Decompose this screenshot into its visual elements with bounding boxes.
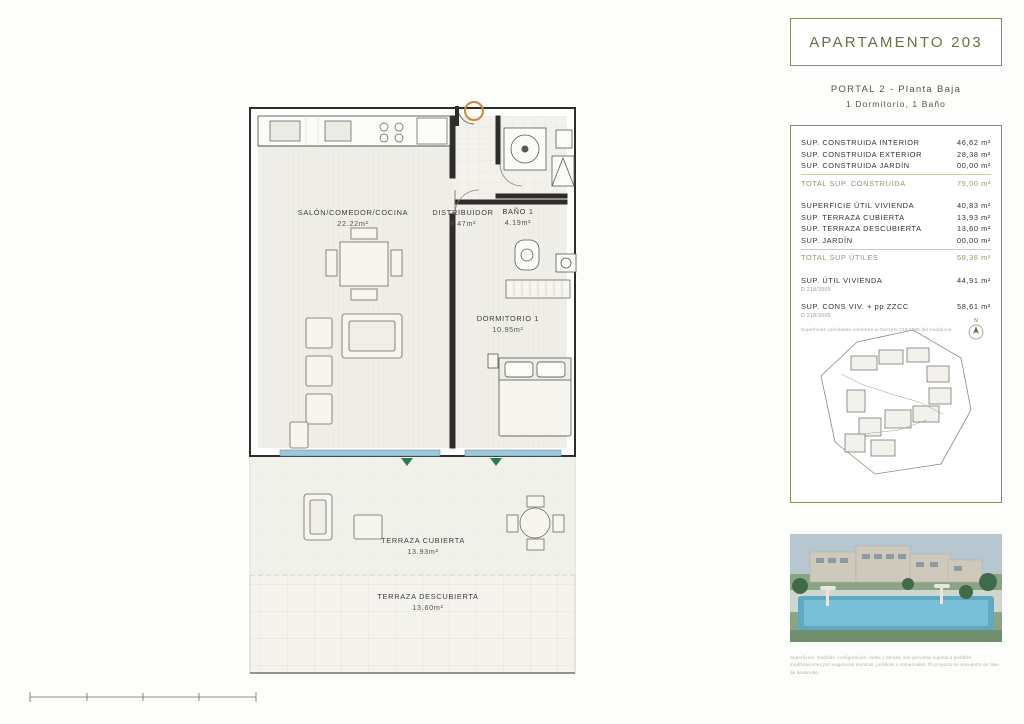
spec-value: 46,62 m² — [957, 138, 991, 148]
spec-value: 58,61 m² — [957, 301, 991, 311]
spec-row — [801, 213, 991, 222]
spec-label: SUP. CONSTRUIDA JARDÍN — [801, 161, 910, 171]
spec-value: 28,38 m² — [957, 149, 991, 159]
photo-illustration — [790, 534, 1002, 642]
portal-line-2: 1 Dormitorio, 1 Baño — [846, 99, 946, 109]
surface-spec-box — [790, 125, 1002, 503]
compass-icon: N — [967, 318, 985, 342]
spec-label: SUP. CONSTRUIDA EXTERIOR — [801, 149, 923, 159]
spec-total-label: TOTAL SUP ÚTILES — [801, 253, 879, 263]
room-label-salon: SALÓN/COMEDOR/COCINA 22.22m² — [297, 208, 409, 228]
room-label-distribuidor: DISTRIBUIDOR 3.47m² — [432, 208, 494, 228]
room-label-bano: BAÑO 1 4.19m² — [502, 207, 534, 227]
spec-footnote: Superficies calculadas conforme al Decreto 218/2005 del Andalucía — [801, 327, 952, 333]
spec-label: SUP. JARDÍN — [801, 235, 853, 245]
spec-total-label: TOTAL SUP. CONSTRUIDA — [801, 178, 906, 188]
site-plan-drawing — [801, 314, 993, 492]
kitchen-fixtures — [258, 116, 450, 146]
spec-row — [801, 150, 991, 159]
spec-row — [801, 138, 991, 147]
info-panel — [790, 18, 1002, 698]
spec-label: SUP. CONS VIV. + pp ZZCC — [801, 301, 909, 311]
spec-value: 40,83 m² — [957, 201, 991, 211]
spec-sublabel: D 218/2005 — [801, 313, 831, 320]
spec-row — [801, 236, 991, 245]
portal-info — [790, 84, 1002, 109]
spec-label: SUP. TERRAZA DESCUBIERTA — [801, 224, 922, 234]
spec-row — [801, 224, 991, 233]
spec-total-row — [801, 249, 991, 263]
spec-row — [801, 302, 991, 311]
spec-sublabel: D 218/2005 — [801, 287, 831, 294]
spec-label: SUP. TERRAZA CUBIERTA — [801, 212, 905, 222]
spec-value: 44,91 m² — [957, 275, 991, 285]
spec-label: SUP. CONSTRUIDA INTERIOR — [801, 138, 920, 148]
spec-label: SUPERFICIE ÚTIL VIVIENDA — [801, 201, 915, 211]
spec-label: SUP. ÚTIL VIVIENDA — [801, 275, 883, 285]
bed — [488, 354, 571, 436]
spec-total-value: 75,00 m² — [957, 178, 991, 188]
scale-bar — [28, 690, 258, 704]
terrace-area — [250, 455, 575, 673]
page-title: APARTAMENTO 203 — [809, 33, 983, 51]
spec-value: 00,00 m² — [957, 161, 991, 171]
legal-disclaimer: Superficies, medidas, configuración, índex y demás, son previstos sujetos a posibles modificaciones por exigencias técnicas, jurídicas o comerciales. El proyecto se encuentra en fase de desarrollo. — [790, 655, 1000, 675]
spec-value: 13,93 m² — [957, 212, 991, 222]
site-plan — [801, 314, 991, 492]
spec-value: 13,60 m² — [957, 224, 991, 234]
development-photo — [790, 534, 1002, 642]
spec-value: 00,00 m² — [957, 235, 991, 245]
spec-row — [801, 201, 991, 210]
floor-plan — [18, 18, 778, 706]
portal-line-1: PORTAL 2 - Planta Baja — [830, 84, 962, 95]
spec-total-value: 68,36 m² — [957, 253, 991, 263]
room-label-dormitorio: DORMITORIO 1 10.95m² — [476, 314, 540, 334]
apartment-title-box — [790, 18, 1002, 66]
room-label-terraza-cubierta: TERRAZA CUBIERTA 13.93m² — [380, 536, 466, 556]
spec-row — [801, 161, 991, 170]
wardrobe — [506, 280, 570, 298]
room-label-terraza-descubierta: TERRAZA DESCUBIERTA 13.60m² — [377, 592, 479, 612]
spec-row — [801, 276, 991, 285]
spec-total-row — [801, 174, 991, 188]
